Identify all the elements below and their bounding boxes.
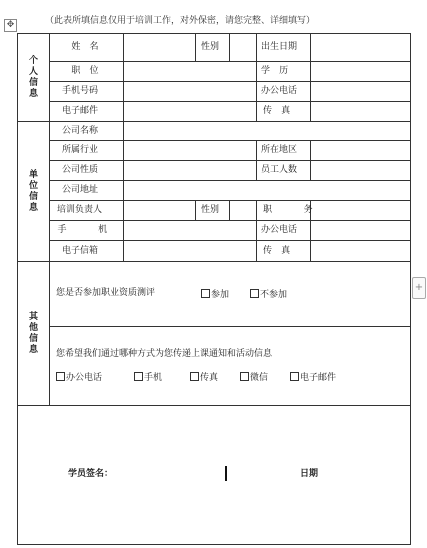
label-company-type: 公司性质: [62, 165, 99, 175]
employee-count-field[interactable]: [311, 161, 410, 180]
lead-mobile-field[interactable]: [124, 221, 256, 240]
position-field[interactable]: [124, 62, 256, 81]
add-row-button[interactable]: +: [412, 277, 426, 299]
option-email[interactable]: 电子邮件: [290, 372, 336, 383]
section-label-other: 其 他 信 息: [28, 311, 38, 355]
label-name: 姓 名: [71, 42, 102, 52]
checkbox-email[interactable]: [290, 372, 299, 381]
lead-email-field[interactable]: [124, 241, 256, 261]
industry-field[interactable]: [124, 141, 256, 160]
signature-field[interactable]: [120, 460, 220, 484]
option-not-attend[interactable]: 不参加: [250, 289, 287, 300]
option-fax[interactable]: 传真: [190, 372, 218, 383]
lead-fax-field[interactable]: [311, 241, 410, 261]
email-field[interactable]: [124, 102, 256, 121]
fax-field[interactable]: [311, 102, 410, 121]
label-region: 所在地区: [261, 145, 298, 155]
label-lead-email: 电子信箱: [62, 245, 99, 256]
birth-date-field[interactable]: [311, 34, 410, 61]
lead-gender-field[interactable]: [230, 201, 256, 220]
region-field[interactable]: [311, 141, 410, 160]
label-gender: 性别: [201, 42, 220, 52]
label-lead-fax: 传 真: [263, 245, 294, 256]
label-date: 日期: [300, 469, 319, 479]
checkbox-office-phone[interactable]: [56, 372, 65, 381]
section-label-company: 单 位 信 息: [28, 169, 38, 213]
label-position: 职 位: [71, 66, 102, 76]
section-label-personal: 个 人 信 息: [28, 55, 38, 99]
header-note: （此表所填信息仅用于培训工作，对外保密，请您完整、详细填写）: [45, 16, 316, 26]
label-training-lead: 培训负责人: [57, 205, 103, 215]
label-lead-office-phone: 办公电话: [261, 225, 298, 235]
label-birth-date: 出生日期: [261, 42, 298, 52]
company-name-field[interactable]: [124, 122, 410, 140]
question-contact-method: 您希望我们通过哪种方式为您传递上课通知和活动信息: [56, 349, 273, 359]
option-mobile[interactable]: 手机: [134, 372, 162, 383]
label-lead-mobile: 手 机: [57, 225, 122, 235]
training-lead-field[interactable]: [124, 201, 195, 220]
address-field[interactable]: [124, 181, 410, 200]
name-field[interactable]: [124, 34, 195, 61]
checkbox-mobile[interactable]: [134, 372, 143, 381]
label-job: 职 务: [263, 205, 328, 215]
checkbox-attend[interactable]: [201, 289, 210, 298]
label-mobile: 手机号码: [62, 86, 99, 96]
label-student-signature: 学员签名：: [68, 469, 114, 479]
date-field[interactable]: [325, 460, 405, 484]
table-move-handle[interactable]: ✥: [4, 19, 17, 32]
job-field[interactable]: [311, 201, 410, 220]
checkbox-fax[interactable]: [190, 372, 199, 381]
label-office-phone: 办公电话: [261, 86, 298, 96]
label-address: 公司地址: [62, 185, 99, 195]
lead-office-phone-field[interactable]: [311, 221, 410, 240]
gender-field[interactable]: [230, 34, 256, 61]
checkbox-not-attend[interactable]: [250, 289, 259, 298]
label-education: 学 历: [261, 66, 292, 76]
option-office-phone[interactable]: 办公电话: [56, 372, 102, 383]
education-field[interactable]: [311, 62, 410, 81]
text-cursor: [225, 466, 227, 481]
label-industry: 所属行业: [62, 145, 99, 155]
label-email: 电子邮件: [62, 106, 99, 116]
option-wechat[interactable]: 微信: [240, 372, 268, 383]
label-company-name: 公司名称: [62, 125, 99, 136]
checkbox-wechat[interactable]: [240, 372, 249, 381]
label-fax: 传 真: [263, 106, 294, 116]
question-assessment: 您是否参加职业资质测评: [56, 288, 156, 298]
label-lead-gender: 性别: [201, 205, 220, 215]
label-employee-count: 员工人数: [261, 165, 298, 175]
option-attend[interactable]: 参加: [201, 289, 229, 300]
office-phone-field[interactable]: [311, 82, 410, 101]
company-type-field[interactable]: [124, 161, 256, 180]
mobile-field[interactable]: [124, 82, 256, 101]
